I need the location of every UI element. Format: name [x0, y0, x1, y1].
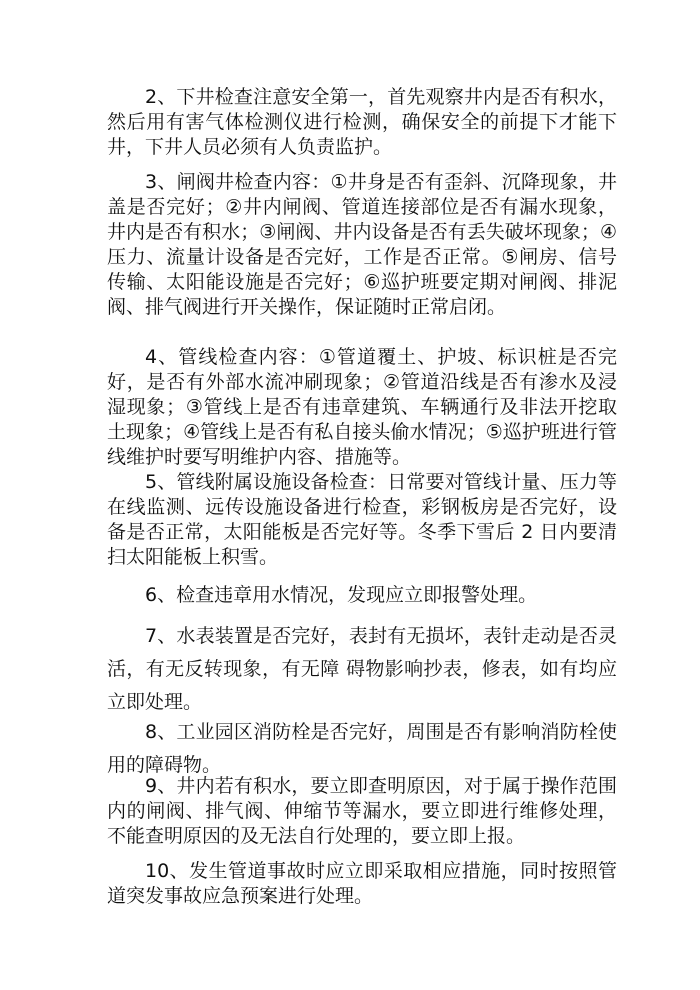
paragraph-10: 10、发生管道事故时应立即采取相应措施，同时按照管道突发事故应急预案进行处理。: [107, 860, 617, 907]
paragraph-9: 9、井内若有积水，要立即查明原因，对于属于操作范围内的闸阀、排气阀、伸缩节等漏水，要立即进行维修处理，不能查明原因的及无法自行处理的，要立即上报。: [107, 775, 617, 847]
paragraph-4: 4、管线检查内容：①管道覆土、护坡、标识桩是否完好，是否有外部水流冲刷现象；②管道沿线是否有渗水及浸湿现象；③管线上是否有违章建筑、车辆通行及非法开挖取土现象；④管线上是否有私自接头偷水情况；⑤巡护班进行管线维护时要写明维护内容、措施等。: [107, 346, 617, 468]
paragraph-2: 2、下井检查注意安全第一，首先观察井内是否有积水，然后用有害气体检测仪进行检测，确保安全的前提下才能下井，下井人员必须有人负责监护。: [107, 86, 617, 158]
paragraph-8: 8、工业园区消防栓是否完好，周围是否有影响消防栓使用的障碍物。: [107, 721, 617, 776]
paragraph-7: 7、水表装置是否完好，表封有无损坏，表针走动是否灵活，有无反转现象，有无障 碍物影响抄表，修表，如有均应立即处理。: [107, 625, 617, 713]
paragraph-3: 3、闸阀井检查内容：①井身是否有歪斜、沉降现象，井盖是否完好；②井内闸阀、管道连接部位是否有漏水现象，井内是否有积水；③闸阀、井内设备是否有丢失破坏现象；④压力、流量计设备是否完好，工作是否正常。⑤闸房、信号传输、太阳能设施是否完好；⑥巡护班要定期对闸阀、排泥阀、排气阀进行开关操作，保证随时正常启闭。: [107, 171, 617, 318]
paragraph-6: 6、检查违章用水情况，发现应立即报警处理。: [145, 584, 538, 606]
paragraph-5: 5、管线附属设施设备检查：日常要对管线计量、压力等在线监测、远传设施设备进行检查，彩钢板房是否完好，设备是否正常，太阳能板是否完好等。冬季下雪后 2 日内要清扫太阳能板上积雪。: [107, 471, 617, 568]
